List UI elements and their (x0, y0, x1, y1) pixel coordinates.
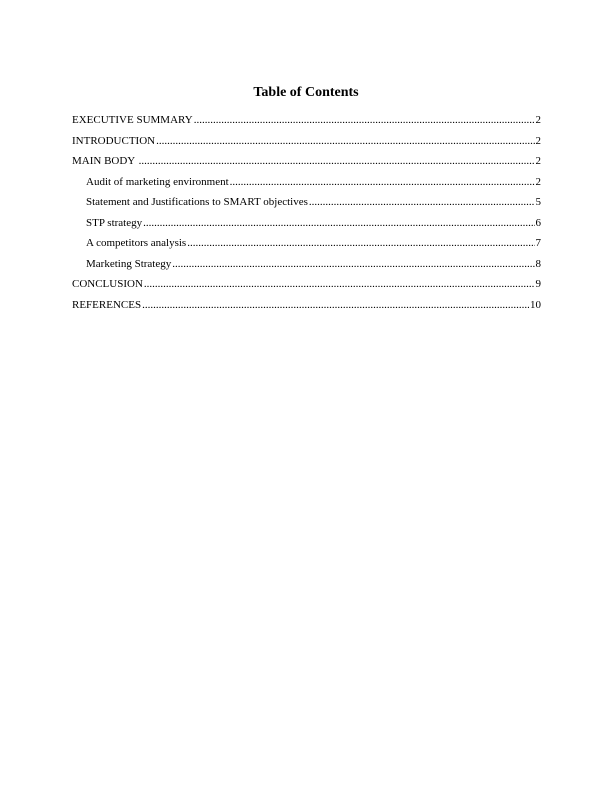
toc-dot-leader (172, 258, 534, 271)
toc-entry-stp-strategy[interactable] (72, 217, 541, 238)
toc-dot-leader (156, 135, 534, 148)
toc-dot-leader (139, 155, 535, 168)
toc-entry-label: REFERENCES (72, 298, 142, 311)
toc-entry-page: 6 (535, 216, 541, 229)
toc-entry-page: 2 (535, 175, 541, 188)
toc-entry-label: Statement and Justifications to SMART objectives (86, 196, 308, 208)
toc-entry-page: 2 (535, 134, 541, 147)
toc-entry-page: 9 (535, 278, 541, 290)
toc-entry-page: 2 (535, 155, 541, 167)
toc-entry-references[interactable] (72, 299, 541, 320)
toc-entry-page: 7 (535, 237, 541, 249)
toc-entry-page: 5 (535, 196, 541, 208)
toc-entry-label: Audit of marketing environment (86, 175, 229, 188)
toc-dot-leader (187, 237, 534, 250)
toc-entry-page: 2 (535, 114, 541, 126)
toc-entry-audit-of-marketing-environment[interactable] (72, 176, 541, 197)
toc-dot-leader (309, 196, 535, 209)
toc-entry-page: 8 (535, 257, 541, 270)
toc-entry-page: 10 (530, 298, 541, 311)
toc-title: Table of Contents (253, 85, 359, 100)
toc-entry-introduction[interactable] (72, 135, 541, 156)
toc-entry-label: STP strategy (86, 216, 143, 229)
toc-entry-label: INTRODUCTION (72, 134, 156, 147)
toc-dot-leader (142, 299, 529, 312)
toc-dot-leader (144, 278, 535, 291)
toc-entry-executive-summary[interactable] (72, 114, 541, 135)
toc-entry-label: A competitors analysis (86, 237, 187, 249)
toc-entry-main-body[interactable] (72, 155, 541, 176)
toc-entry-competitors-analysis[interactable] (72, 237, 541, 258)
toc-entry-conclusion[interactable] (72, 278, 541, 299)
toc-entry-smart-objectives[interactable] (72, 196, 541, 217)
toc-entry-label: MAIN BODY (72, 155, 138, 167)
toc-entry-marketing-strategy[interactable] (72, 258, 541, 279)
toc-entry-label: Marketing Strategy (86, 257, 172, 270)
toc-dot-leader (194, 114, 535, 127)
toc-dot-leader (143, 217, 534, 230)
toc-dot-leader (230, 176, 535, 189)
toc-list (72, 114, 541, 319)
toc-entry-label: CONCLUSION (72, 278, 143, 290)
toc-entry-label: EXECUTIVE SUMMARY (72, 114, 193, 126)
